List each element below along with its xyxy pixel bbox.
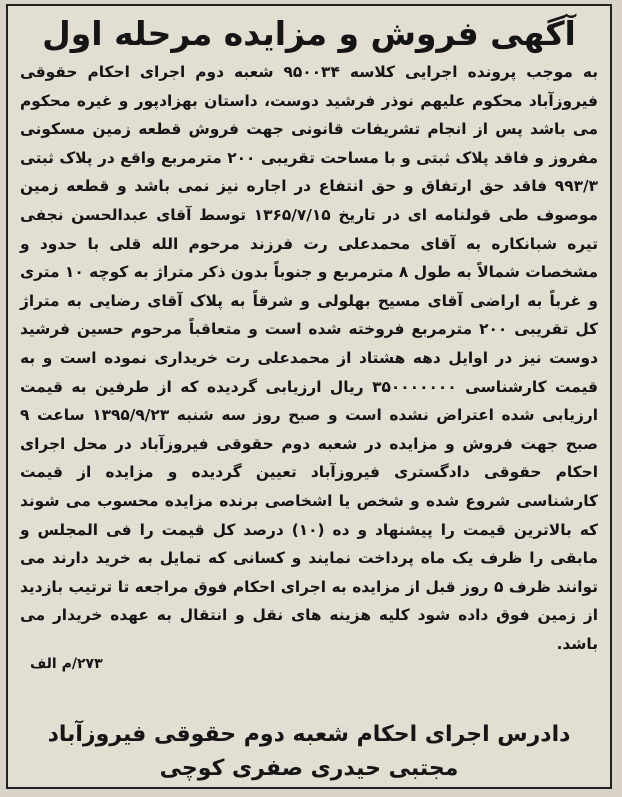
signature-title: دادرس اجرای احکام شعبه دوم حقوقی فیروزآباد [47, 722, 571, 747]
notice-reference: ۲۷۳/م الف [30, 656, 103, 672]
notice-body: به موجب پرونده اجرایی کلاسه ۹۵۰۰۳۴ شعبه دوم اجرای احکام حقوقی فیروزآباد محکوم علیهم نوذر فرشید دوست، داستان بهزادپور و غیره محکوم می باشد پس از انجام تشریفات قانونی جهت فروش قطعه زمین مسکونی مفروز و فاقد پلاک ثبتی و با مساحت تقریبی ۲۰۰ مترمربع واقع در پلاک ثبتی ۹۹۳/۳ فاقد حق ارتفاق و حق انتفاع در اجاره نیز نمی باشد و قطعه زمین موصوف طی قولنامه ای در تاریخ ۱۳۶۵/۷/۱۵ توسط آقای عبدالحسن نجفی تیره شبانکاره به آقای محمدعلی رت فرزند مرحوم الله قلی با حدود و مشخصات شمالاً به طول ۸ مترمربع و جنوباً بدون ذکر متراژ به کوچه ۱۰ متری و غرباً به اراضی آقای مسیح بهلولی و شرقاً به پلاک آقای رضایی به متراژ کل تقریبی ۲۰۰ مترمربع فروخته شده است و متعاقباً مرحوم حسین فرشید دوست نیز در اوایل دهه هشتاد از محمدعلی رت خریداری نموده است و به قیمت کارشناسی ۳۵۰۰۰۰۰۰۰ ریال ارزیابی گردیده که از طرفین به قیمت ارزیابی شده اعتراض نشده است و صبح روز سه شنبه ۱۳۹۵/۹/۲۳ ساعت ۹ صبح جهت فروش و مزایده در شعبه دوم حقوقی فیروزآباد در محل اجرای احکام حقوقی دادگستری فیروزآباد تعیین گردیده و مزایده از قیمت کارشناسی شروع شده و شخص یا اشخاصی برنده مزایده محسوب می شوند که بالاترین قیمت را پیشنهاد و ده (۱۰) درصد کل قیمت را فی المجلس و مابقی را ظرف یک ماه پرداخت نمایند و کسانی که تمایل به خرید دارند می توانند ظرف ۵ روز قبل از مزایده به اجرای احکام فوق مراجعه تا ترتیب بازدید از زمین فوق داده شود کلیه هزینه های نقل و انتقال به عهده خریدار می باشد. [20, 63, 599, 653]
notice-signature [8, 718, 610, 786]
legal-notice [6, 4, 612, 789]
notice-title: آگهی فروش و مزایده مرحله اول [42, 14, 576, 53]
signature-name: مجتبی حیدری صفری کوچی [159, 756, 459, 781]
